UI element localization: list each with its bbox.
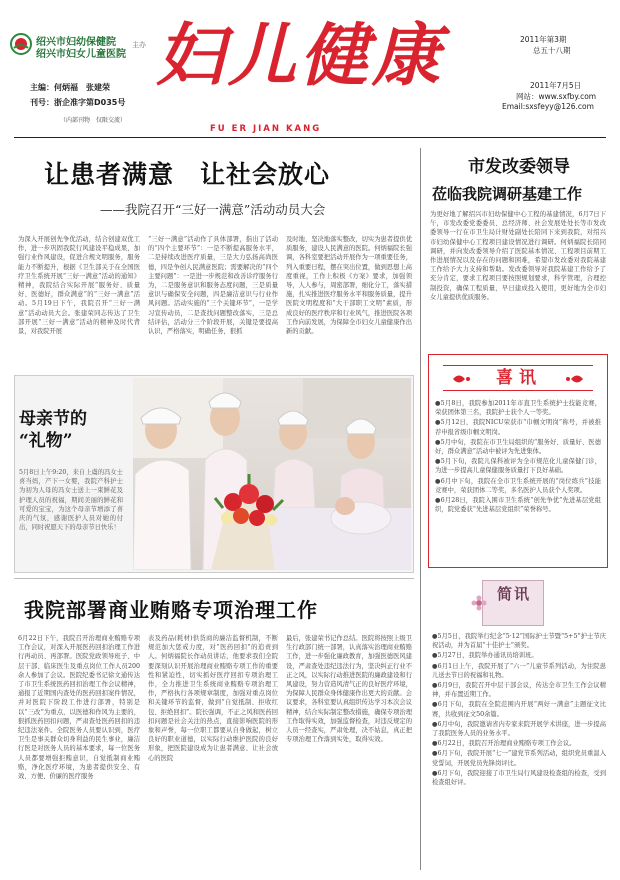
ornament-left-icon — [451, 372, 471, 386]
good-news-list — [435, 399, 601, 514]
issue-number: 2011年第3期 — [520, 35, 567, 44]
list-item: ●6月22日，我院召开治理商业贿赂专项工作会议。 — [432, 740, 576, 748]
brief-news-list — [432, 632, 606, 787]
list-item: ●5月12日，我院NICU荣获市“巾帼文明岗”称号，并被推荐申报省级巾帼文明岗。 — [435, 419, 601, 436]
list-item: ●5月8日，我院参加2011年市直卫生系统护士技能竞赛，荣获团体第三名，我院护士获个人一等奖。 — [435, 400, 601, 417]
lead-text-col2: “三好一满意”活动作了具体部署，指出了活动的“四个主要环节”：一是不断提高服务水平，二是持续改进医疗质量，三是大力弘扬高尚医德，四是争创人民满意医院；需要解决的“四个主要问题”：一是进一步规范和改善诊疗服务行为，二是服务意识和服务态度问题，三是质量意识与确保安全问题，四是廉洁意识与行业作风问题。活动实施的“三个关键环节”，一是学习宣传动员，二是查找问题整改落实，三是总结评估，活动分三个阶段开展，关键是要提高认识，严格落实，明确任务，狠抓 — [148, 236, 278, 336]
good-news-title: 喜讯 — [496, 368, 542, 388]
right-column-divider — [420, 148, 421, 870]
brief-news-banner — [482, 580, 544, 626]
list-item: ●5月27日，我院举办通讯员培训班。 — [432, 652, 538, 660]
lead-text-col3: 及时地、坚决地落实整改，切实为患者提供优质服务，建设人民满意的医院。何炳福院长强调，各科室要把活动开展作为一项重要任务，列入重要日程，摆在突出位置，做到思想上高度重视，工作上积极《方案》要求，加强领导，人人参与，周密部署，细化分工，落实措施，扎实推进医疗服务水平和服务质量，提升医院文明程度和“大干部职工文明”素质，形成良好的医疗秩序和行业风气，推进医院各项工作向前发展，为保障全市妇女儿童健康作出新的贡献。 — [286, 236, 412, 336]
masthead-divider — [14, 137, 606, 138]
list-item: ●6月中旬，我院邀请省内专家来院开展学术讲座，进一步提高了我院医务人员的业务水平。 — [432, 720, 606, 738]
brief-news-title: 简讯 — [496, 585, 531, 603]
flower-ornament-icon — [471, 595, 487, 611]
license-number: 刊号：浙企准字第D035号 — [30, 98, 126, 107]
photo-caption: 5月8日上午9:20，来自上虞的冯女士喜当妈，产下一女婴，我院产科护士为初为人母的冯女士送上一束鲜花及护理人员的祝福，期间美丽的鲜花和可爱的宝宝，为这个母亲节增添了喜庆的气氛，感谢医护人员对她的付出，同时祝愿天下的母亲节日快乐！ — [19, 469, 123, 532]
total-issue: 总五十八期 — [533, 46, 571, 55]
mothers-day-photo — [133, 378, 411, 570]
good-news-banner — [443, 365, 593, 391]
masthead — [0, 0, 620, 135]
bribery-text-col1: 6月22日下午，我院召开治理商业贿赂专项工作会议，对深入开展医药回扣治理工作进行再动员、再部署。医院党政领导班子、中层干部、临床医生及重点岗位工作人员200余人参加了会议。医院纪委书记徐文通传达了市卫生系统医药回扣治理工作会议精神，通报了近期国内查处的医药回扣案件情况，并对医院下阶段工作进行部署，特别是以“三改”为重点，以医德和作风为主要的，狠抓医药回扣问题，严肃查处医药回扣的违纪违法案件。全院医务人员要认识到，医疗卫生是事关群众切身利益的民生事业，廉洁行医是对医务人员的基本要求，每一位医务人员都要增强拒贿意识，自觉抵制商业贿赂，净化医疗环境，为患者提供安全、有效、方便、价廉的医疗服务 — [18, 635, 140, 781]
org-name-secondary: 绍兴市妇女儿童医院 — [36, 49, 126, 60]
hospital-logo-icon — [10, 33, 32, 55]
list-item: ●5月5日，我院举行纪念“5·12”国际护士节暨“5+5”护士节庆祝活动，并为首届“十佳护士”颁奖。 — [432, 633, 606, 650]
email: Email:sxsfeyy@126.com — [502, 102, 594, 111]
lead-text-col1: 为深入开展创先争优活动，结合创建双优工作，进一步巩固我院行风建设平稳成果，加强行业作风建设，促进合规文明服务，服务能力不断提升，根据《卫生部关于在全国医疗卫生系统开展“三好一满意”活动的通知》精神，我院结合实际开展“服务好、质量好、医德好，群众满意”的“三好一满意”活动。5月19日下午，我院召开“三好一满意”活动动员大会。张建荣同志传达了卫生部开展“三好一满意”活动的精神及时代背景，对我院开展 — [18, 236, 140, 336]
website: 网站：www.sxfby.com — [516, 92, 597, 101]
photo-feature-title-line1: 母亲节的 — [19, 409, 87, 429]
editors: 主编：何炳福 张建荣 — [30, 83, 110, 92]
lead-subhead: ——我院召开“三好一满意”活动动员大会 — [100, 202, 326, 217]
bribery-text-col3: 最后，张建荣书记作总结。医院将按照上级卫生行政部门统一部署，认真落实治理商业贿赂工作，进一步强化廉政教育，加强医德医风建设，严肃查处违纪违法行为，坚决纠正行业不正之风，以实际行动推进医院的廉政建设和行风建设，努力营造风清气正的良好医疗环境，为保障人民群众身体健康作出更大的贡献。会议要求，各科室要认真组织传达学习本次会议精神，结合实际制定整改措施，确保专项治理工作取得实效，加强监督检查，对违反规定的人员一经查实，严肃处理，决不姑息，真正把专项治理工作落到实处，取得实效。 — [286, 635, 412, 744]
newspaper-title: 妇儿健康 — [156, 16, 445, 96]
list-item: ●6月1日上午，我院开展了“六一”儿童节系列活动，为住院患儿送去节日的祝福和礼物。 — [432, 662, 606, 679]
photo-feature-title-line2: “礼物” — [19, 431, 73, 451]
list-item: ●6月下旬，我院在全院范围内开展“两好一满意”主题征文比赛，共收到征文50余篇。 — [432, 701, 606, 718]
section-divider — [14, 578, 414, 579]
org-host-tag: 主办 — [132, 41, 146, 49]
right-top-text: 为更好地了解绍兴市妇幼保健中心工程的基建情况，6月7日下午，市发改委党委委员、总经济师、社会发展处处长等市发改委领导一行在市卫生局计财处副处长陪同下来到我院，对绍兴市妇幼保健中心工程项目建设情况进行调研。何炳福院长陪同调研，并向发改委领导介绍了医院基本情况、工程项目前期工作进展情况以及存在的问题和困难，希望市发改委对我院基建工作给予大力支持和帮助。发改委领导对我院基建工作给予了充分肯定，要求工程项目要按照规划要求，科学管理，合理控制投资，确保工程质量，早日建成投入使用，更好地为全市妇女儿童提供优质服务。 — [430, 211, 606, 301]
good-news-box — [428, 354, 608, 568]
list-item: ●6月9日，我院召开中层干部会议，传达全市卫生工作会议精神，并布置近期工作。 — [432, 682, 606, 699]
list-item: ●5月中旬，我院在市卫生局组织的“服务好、质量好、医德好，群众满意”活动中被评为先进集体。 — [435, 438, 601, 456]
org-name-primary: 绍兴市妇幼保健院 — [36, 37, 116, 48]
list-item: ●5月下旬，我院儿保科被评为全市规范化儿童保健门诊，为进一步提高儿童保健服务质量打下良好基础。 — [435, 458, 601, 475]
photo-feature — [14, 375, 414, 573]
list-item: ●6月下旬，我院迎接了市卫生局行风建设检查组的检查，受到检查组好评。 — [432, 769, 606, 787]
list-item: ●6月下旬，我院开展“七一”建党节系列活动，组织党员重温入党誓词，开展党员先锋岗评比。 — [432, 750, 606, 767]
bribery-headline: 我院部署商业贿赂专项治理工作 — [24, 598, 318, 622]
issue-date: 2011年7月5日 — [530, 81, 582, 90]
list-item: ●6月28日，我院入围市卫生系统“创先争优”先进基层党组织，院党委获“先进基层党组织”荣誉称号。 — [435, 497, 601, 514]
newspaper-pinyin: FU ER JIAN KANG — [210, 124, 322, 134]
ornament-right-icon — [565, 372, 585, 386]
internal-note: （内部刊物 仅限交流） — [60, 117, 127, 124]
right-headline-1: 市发改委领导 — [468, 157, 570, 177]
list-item: ●6月中下旬，我院在全市卫生系统开展的“岗位练兵”技能竞赛中，荣获团体二等奖，多名医护人员获个人奖项。 — [435, 477, 601, 494]
lead-headline: 让患者满意 让社会放心 — [44, 160, 331, 189]
bribery-text-col2: 表及药品(耗材)供货商的廉洁监督机制，不断规范加大惩戒力度，对“医药回扣”的追责到人。何炳福院长作动员讲话，他要求我们全院要深刻认识开展治理商业贿赂专项工作的重要性和紧迫性，切实抓好医疗回扣专项治理工作，全力推进卫生系统商业贿赂专项治理工作，严格执行各项规章制度，加强对重点岗位和关键环节的监督，做到“自觉抵制、拒收红包、拒绝回扣”。院长强调，不正之风和医药回扣问题是社会关注的热点，直接影响医院的形象和声誉，每一位职工都要从自身做起，树立良好的职业道德，以实际行动维护医院的良好形象，把医院建设成为让患者满意、让社会放心的医院 — [148, 635, 278, 762]
right-headline-2: 莅临我院调研基建工作 — [432, 185, 583, 203]
